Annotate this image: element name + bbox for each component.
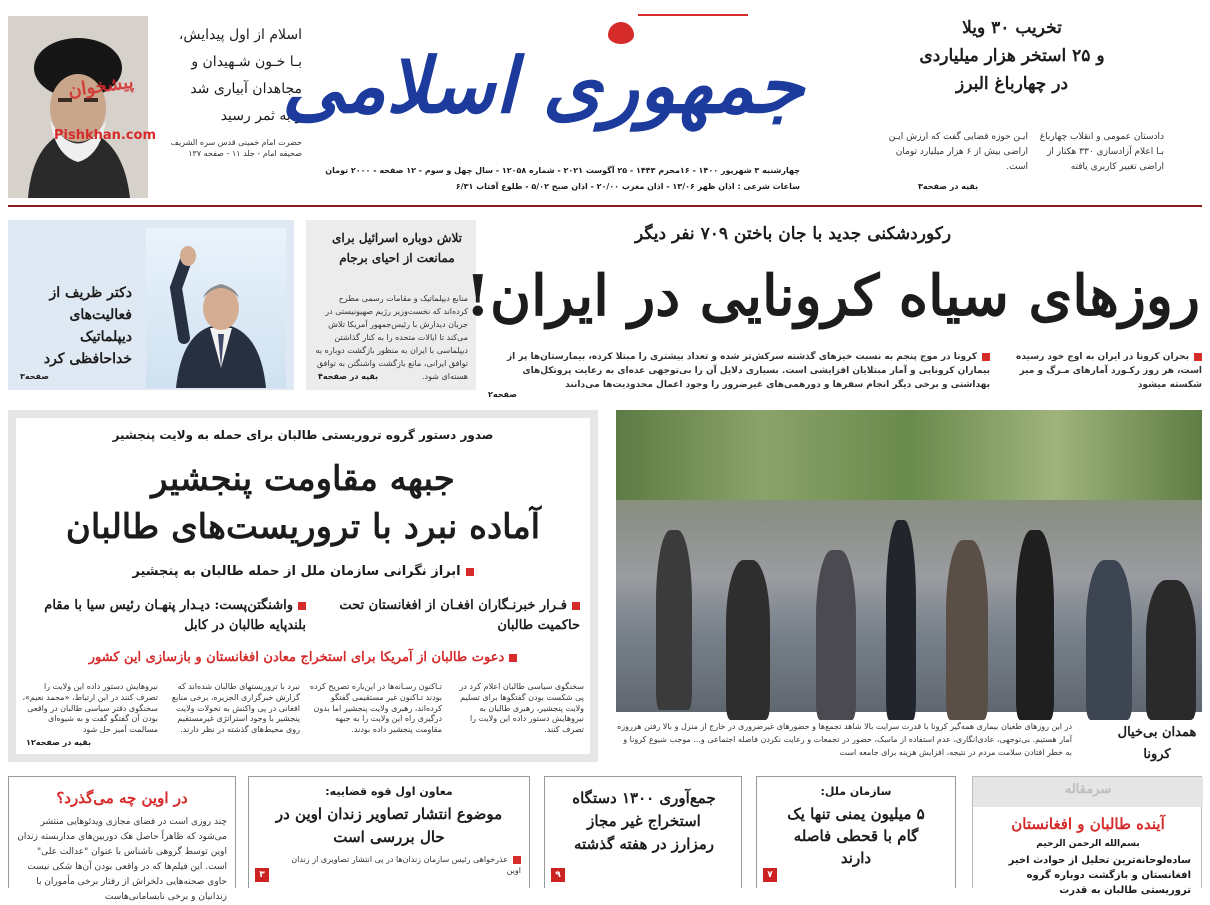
- photo-caption-title: همدان بی‌خیال کرونا: [1117, 725, 1197, 762]
- panjshir-col-3: نبرد با تروریستهای طالبان شده‌اند که گزارش خبرگزاری الجزیره، برخی منابع افغانی در پی واکنش به تحولات ولایت پنجشیر با وجود استراتژی غیرمستقیم روی محیط‌های گذشته در نظر دارند.: [171, 682, 300, 735]
- zarif-page[interactable]: صفحه۳: [20, 372, 49, 381]
- main-item-left: کرونا در موج پنجم به نسبت خیزهای گذشته سرکش‌تر شده و تعداد بیشتری را مبتلا کرده، بیمارستان‌ها پر از بیماران کرونایی و آمار مبتلایان افزایشی است. بسیاری دلایل آن را بی‌توجهی عده‌ای به رعایت پروتکل‌های بهداشتی و برخی دیگر انجام سفرها و دورهمی‌های غیرضرور را وجود اعمال محدودیت‌ها می‌دانند: [488, 350, 990, 392]
- editorial-header: [973, 777, 1203, 807]
- pedestrian: [946, 540, 988, 720]
- main-item-right: بحران کرونا در ایران به اوج خود رسیده است، هر روز رکـورد آمارهای مـرگ و میر شکسته میشود: [1004, 350, 1202, 392]
- masthead: [281, 8, 804, 198]
- panjshir-col-1: سخنگوی سیاسی طالبان اعلام کرد در پی شکست بودن گفتگوها برای تسلیم ولایت پنجشیر، رهبری طالبان به نیروهایش دستور داده این ولایت را تصرف کنند.: [459, 682, 584, 735]
- imam-portrait: [8, 16, 157, 198]
- editorial-title: آینده طالبان و افغانستان: [1011, 815, 1165, 833]
- zarif-box: [8, 220, 294, 390]
- panjshir-box: [8, 410, 598, 762]
- panjshir-red-line: دعوت طالبان از آمریکا برای استخراج معادن افغانستان و بازسازی این کشور: [16, 650, 590, 665]
- mining-title: جمع‌آوری ۱۳۰۰ دستگاه استخراج غیر مجاز رمزارز در هفته گذشته: [572, 789, 716, 853]
- prayer-times: ساعات شرعی : اذان ظهر ۱۳/۰۶ - اذان مغرب ۲۰/۰۰ - اذان صبح ۵/۰۲ - طلوع آفتاب ۶/۳۱: [455, 182, 800, 191]
- crowd-photo: [616, 410, 1202, 712]
- judiciary-page[interactable]: ۳: [255, 868, 269, 882]
- mining-box: [544, 776, 742, 888]
- photo-caption: در این روزهای طغیان بیماری همه‌گیر کرونا با قدرت سرایت بالا شاهد تجمع‌ها و حضورهای غیرضروری در خارج از منزل و بالا رفتن هرروزه آمار هستیم. بی‌توجهی، عادی‌انگاری، عدم استفاده از ماسک، حضور در تجمعات و رعایت نکردن فاصله اجتماعی و... موجب شیوع کرونا و به خطر افتادن سلامت مردم در نتیجه، افزایش هزینه برای جامعه است: [617, 722, 1072, 757]
- editorial-body: ساده‌لوحانه‌ترین تحلیل از حوادث اخیر افغانستان و بازگشت دوباره گروه تروریستی طالبان به قدرت: [1008, 855, 1191, 896]
- panjshir-more[interactable]: بقیه در صفحه۱۲: [26, 738, 92, 747]
- yemen-kicker: سازمان ملل:: [820, 785, 892, 798]
- pedestrian: [1016, 530, 1054, 720]
- watermark-fa: پیشخوان: [67, 71, 136, 102]
- panjshir-col-4: نیروهایش دستور داده این ولایت را تصرف کنند در این ارتباط، «محمد نعیم»، سخنگوی دفتر سیاسی طالبان در واقعی بودن آن گفتگو گفت و به شیوه‌ای مسالمت آمیز حل شود: [22, 682, 158, 735]
- main-more[interactable]: صفحه۲: [488, 390, 517, 399]
- yemen-page[interactable]: ۷: [763, 868, 777, 882]
- israel-more[interactable]: بقیه در صفحه۴: [318, 372, 379, 381]
- top-right-col-a: دادستان عمومی و انقلاب چهارباغ بـا اعلام آزادسازی ۳۳۰ هکتار از اراضی تغییر کاربری یافته: [1039, 132, 1164, 172]
- zarif-photo: [146, 228, 286, 388]
- editorial-box: [972, 776, 1202, 896]
- pedestrian: [726, 560, 770, 720]
- panjshir-item-left: واشنگتن‌پست: دیـدار پنهـان رئیس سیا با مقام بلندپایه طالبان در کابل: [26, 596, 306, 636]
- pedestrian: [886, 520, 916, 720]
- watermark-en: Pishkhan.com: [54, 128, 157, 143]
- top-right-story: [884, 14, 1140, 98]
- editorial-kicker: سرمقاله: [1064, 782, 1112, 797]
- israel-title: تلاش دوباره اسرائیل برای ممانعت از احیای برجام: [332, 231, 462, 265]
- pedestrian: [1086, 560, 1132, 720]
- judiciary-body: عذرخواهی رئیس سازمان زندان‌ها در پی انتشار تصاویری از زندان اوین: [281, 855, 521, 877]
- israel-box: [306, 220, 476, 390]
- judiciary-title: موضوع انتشار تصاویر زندان اوین در حال بررسی است: [275, 805, 503, 846]
- quote-line: اسلام از اول پیدایش،: [178, 27, 302, 43]
- panjshir-col-2: تـاکنون رسـانه‌ها در این‌باره تصریح کرده بودند تـاکنون غیر مستقیمی گفتگو کرده‌اند، رهبری ولایت پنجشیر اما بدون درگیری راه این ولایت را به جبهه مقاومت پنجشیر داده بودند.: [309, 682, 442, 735]
- evin-title: در اوین چه می‌گذرد؟: [56, 789, 188, 807]
- panjshir-kicker: صدور دستور گروه تروریستی طالبان برای حمله به ولایت پنجشیر: [112, 428, 494, 442]
- quote-line: و به ثمر رسید: [220, 108, 302, 124]
- quote-source: حضرت امام خمینی قدس سره الشریف: [170, 138, 302, 147]
- pedestrian: [1146, 580, 1196, 720]
- yemen-title: ۵ میلیون یمنی تنها یک گام با قحطی فاصله دارند: [787, 805, 925, 867]
- masthead-title: جمهوری اسلامی: [281, 41, 804, 130]
- pedestrian: [656, 530, 692, 710]
- quote-line: مجاهدان آبیاری شد: [190, 81, 302, 97]
- top-right-headline: تخریب ۳۰ ویلا: [962, 18, 1062, 38]
- panjshir-item-right: فـرار خبرنـگاران افغـان از افغانستان تحت حاکمیت طالبان: [328, 596, 580, 636]
- header-divider: [8, 205, 1202, 207]
- panjshir-sub: ابراز نگرانی سازمان ملل از حمله طالبان به پنجشیر: [16, 564, 590, 579]
- evin-body: چند روزی است در فضای مجازی ویدئوهایی منتشر می‌شود که ظاهراً حاصل هک دوربین‌های مداربسته زندان اوین توسط گروهی ناشناس با عنوان "عدالت علی" است. این فیلم‌ها که در واقعی بودن آن‌ها شکی نیست حاوی صحنه‌هایی دلخراش از رفتار برخی مأموران با زندانیان و برخی نابسامانی‌هاست: [17, 817, 227, 902]
- zarif-title: دکتر ظریف از فعالیت‌های دیپلماتیک خداحافظی کرد: [43, 285, 132, 367]
- imam-quote: [152, 22, 302, 160]
- zarif-illustration-icon: [146, 228, 286, 388]
- quote-reference: صحیفه امام - جلد ۱۱ - صفحه ۱۳۷: [188, 148, 302, 158]
- israel-body: منابع دیپلماتیک و مقامات رسمی مطرح کرده‌اند که نخست‌وزیر رژیم صهیونیستی در جریان دیدارش با رئیس‌جمهور آمریکا تلاش می‌کند تا ایالات متحده را به کنار گذاشتن دیپلماسی با ایران به منظور بازگشت دوباره به توافق ایرانی، مانع بازگشت واشنگتن به توافق هسته‌ای شود.: [315, 294, 468, 381]
- editorial-bismillah: بسم‌الله الرحمن الرحیم: [1036, 839, 1140, 849]
- mining-page[interactable]: ۹: [551, 868, 565, 882]
- top-right-headline: در چهارباغ البرز: [955, 74, 1069, 94]
- main-headline: روزهای سیاه کرونایی در ایران!: [465, 263, 1200, 329]
- panjshir-headline-1: جبهه مقاومت پنجشیر: [151, 459, 455, 499]
- pedestrian: [816, 550, 856, 720]
- panjshir-inner: [16, 418, 590, 754]
- main-kicker: رکوردشکنی جدید با جان باختن ۷۰۹ نفر دیگر: [634, 224, 952, 244]
- tree-canopy: [616, 410, 1202, 500]
- top-right-headline: و ۲۵ استخر هزار میلیاردی: [919, 46, 1105, 66]
- quote-line: بـا خـون شـهیدان و: [191, 54, 302, 70]
- yemen-box: [756, 776, 956, 888]
- top-right-more[interactable]: بقیه در صفحه۳: [918, 182, 979, 191]
- panjshir-headline-2: آماده نبرد با تروریست‌های طالبان: [65, 507, 541, 547]
- top-right-col-b: ایـن حوزه قضایی گفت که ارزش ایـن اراضی بیش از ۶ هزار میلیارد تومان است.: [888, 132, 1028, 172]
- date-line: چهارشنبه ۳ شهریور ۱۴۰۰ - ۱۶محرم ۱۴۴۳ - ۲۵ آگوست ۲۰۲۱ - شماره ۱۲۰۵۸ - سال چهل و سوم - ۱۲ صفحه - ۲۰۰۰ تومان: [325, 166, 800, 175]
- judiciary-box: [248, 776, 530, 888]
- judiciary-kicker: معاون اول قوه قضاییه:: [325, 785, 453, 798]
- evin-box: [8, 776, 236, 902]
- portrait-illustration-icon: [8, 16, 148, 198]
